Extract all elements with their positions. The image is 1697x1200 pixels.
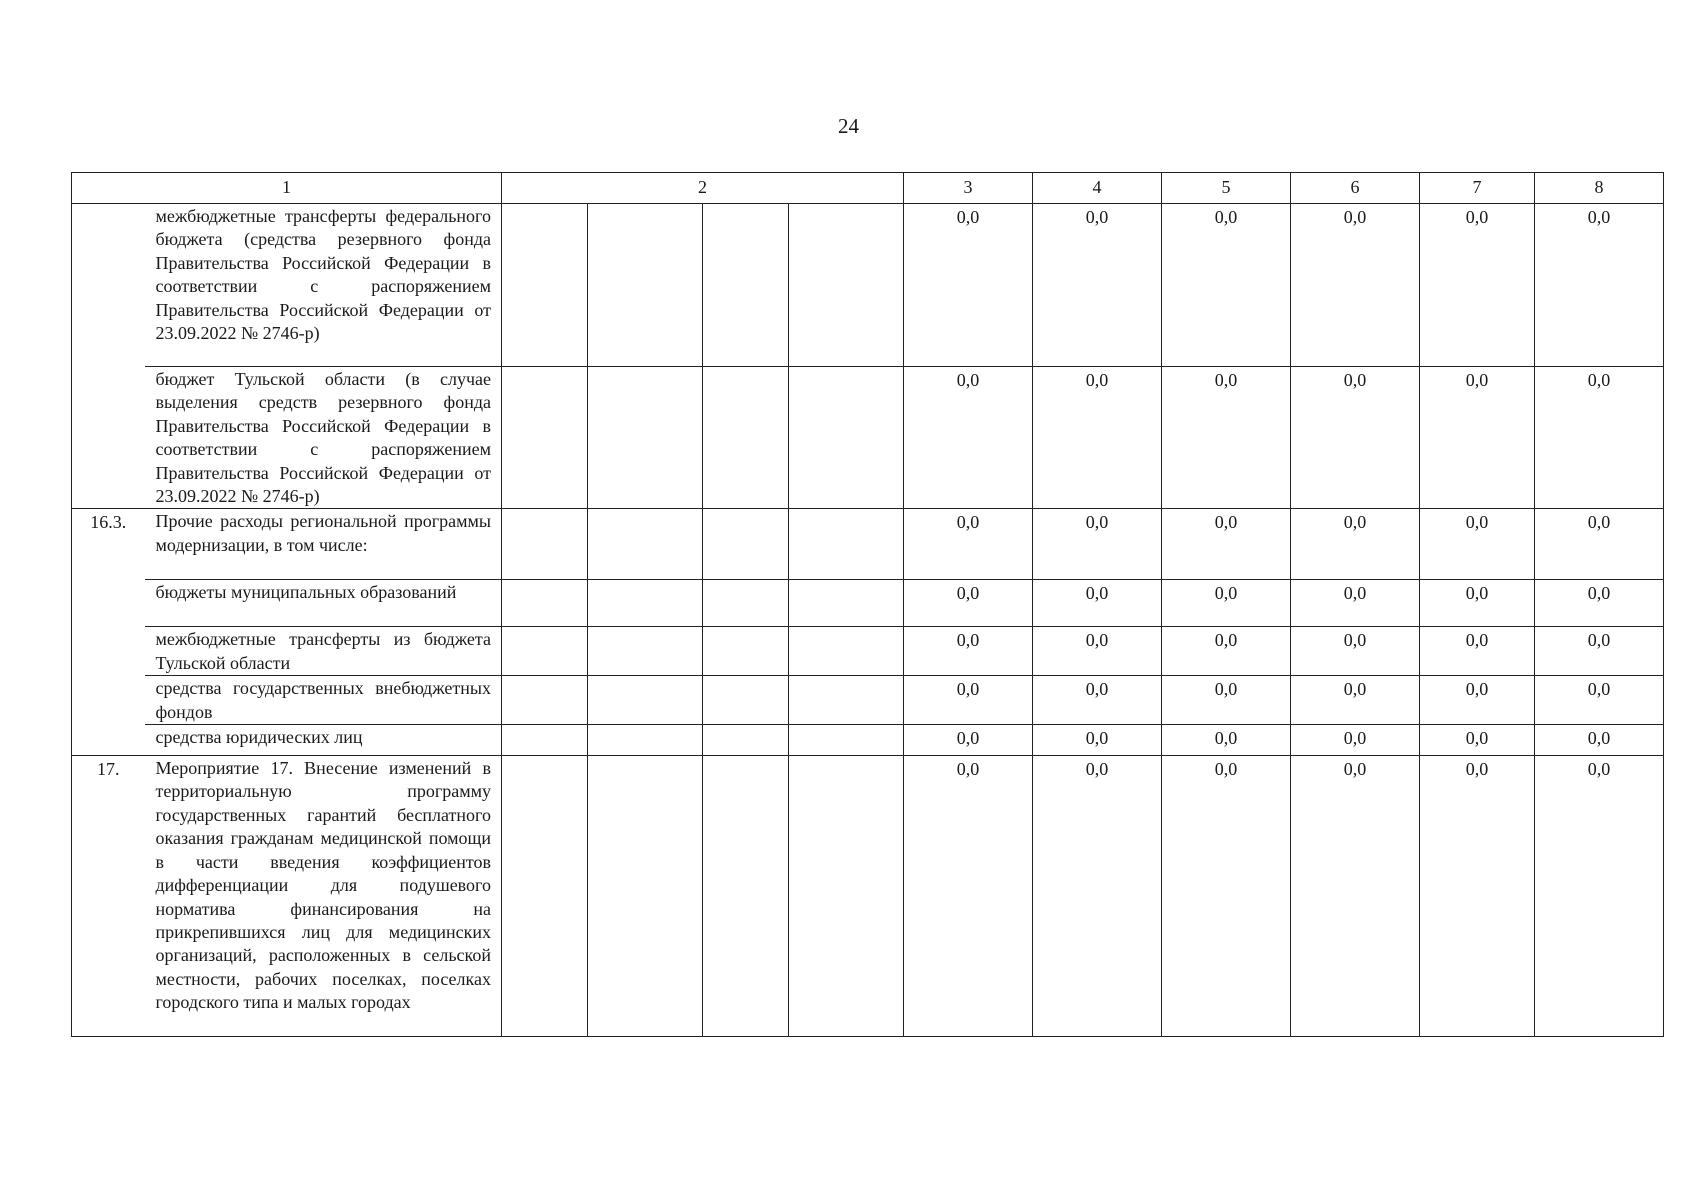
row-description: средства государственных внебюджетных фондов xyxy=(145,676,502,725)
row-description: Мероприятие 17. Внесение изменений в территориальную программу государственных гарантий бесплатного оказания гражданам медицинской помощи в части введения коэффициентов дифференциации для подушевого норматива финансирования на прикрепившихся лиц для медицинских организаций, расположенных в сельской местности, рабочих поселках, поселках городского типа и малых городах xyxy=(145,756,502,1037)
empty-cell xyxy=(588,509,703,580)
empty-cell xyxy=(502,204,588,367)
table-row xyxy=(72,367,1664,509)
value-cell: 0,0 xyxy=(1033,627,1162,676)
header-col-7: 7 xyxy=(1420,173,1535,204)
value-cell: 0,0 xyxy=(1535,367,1664,509)
value-cell: 0,0 xyxy=(1291,367,1420,509)
value-cell: 0,0 xyxy=(1420,627,1535,676)
empty-cell xyxy=(789,756,904,1037)
value-cell: 0,0 xyxy=(1420,676,1535,725)
value-cell: 0,0 xyxy=(1162,627,1291,676)
empty-cell xyxy=(502,367,588,509)
row-description: бюджет Тульской области (в случае выделения средств резервного фонда Правительства Российской Федерации в соответствии с распоряжением Правительства Российской Федерации от 23.09.2022 № 2746-р) xyxy=(145,367,502,509)
value-cell: 0,0 xyxy=(1535,676,1664,725)
value-cell: 0,0 xyxy=(1162,580,1291,627)
value-cell: 0,0 xyxy=(904,367,1033,509)
empty-cell xyxy=(588,725,703,756)
empty-cell xyxy=(502,725,588,756)
empty-cell xyxy=(703,509,789,580)
table-row xyxy=(72,204,1664,367)
empty-cell xyxy=(588,676,703,725)
value-cell: 0,0 xyxy=(1291,676,1420,725)
empty-cell xyxy=(588,627,703,676)
value-cell: 0,0 xyxy=(1535,580,1664,627)
value-cell: 0,0 xyxy=(1420,580,1535,627)
value-cell: 0,0 xyxy=(904,676,1033,725)
empty-cell xyxy=(502,509,588,580)
row-number xyxy=(72,725,145,756)
value-cell: 0,0 xyxy=(1420,725,1535,756)
value-cell: 0,0 xyxy=(1162,367,1291,509)
value-cell: 0,0 xyxy=(1033,725,1162,756)
empty-cell xyxy=(789,580,904,627)
empty-cell xyxy=(789,509,904,580)
value-cell: 0,0 xyxy=(1291,756,1420,1037)
empty-cell xyxy=(502,676,588,725)
empty-cell xyxy=(502,627,588,676)
empty-cell xyxy=(588,367,703,509)
header-col-8: 8 xyxy=(1535,173,1664,204)
row-description: Прочие расходы региональной программы модернизации, в том числе: xyxy=(145,509,502,580)
value-cell: 0,0 xyxy=(1291,725,1420,756)
value-cell: 0,0 xyxy=(1535,627,1664,676)
value-cell: 0,0 xyxy=(1291,509,1420,580)
value-cell: 0,0 xyxy=(904,509,1033,580)
empty-cell xyxy=(703,627,789,676)
value-cell: 0,0 xyxy=(1535,204,1664,367)
value-cell: 0,0 xyxy=(1162,509,1291,580)
value-cell: 0,0 xyxy=(1162,756,1291,1037)
row-description: межбюджетные трансферты из бюджета Тульской области xyxy=(145,627,502,676)
row-number xyxy=(72,204,145,367)
row-number xyxy=(72,676,145,725)
row-number: 17. xyxy=(72,756,145,1037)
empty-cell xyxy=(703,676,789,725)
table-row xyxy=(72,580,1664,627)
header-col-1: 1 xyxy=(72,173,502,204)
row-number xyxy=(72,627,145,676)
header-col-6: 6 xyxy=(1291,173,1420,204)
value-cell: 0,0 xyxy=(1420,756,1535,1037)
row-description: межбюджетные трансферты федерального бюджета (средства резервного фонда Правительства Российской Федерации в соответствии с распоряжением Правительства Российской Федерации от 23.09.2022 № 2746-р) xyxy=(145,204,502,367)
empty-cell xyxy=(703,756,789,1037)
value-cell: 0,0 xyxy=(1535,725,1664,756)
value-cell: 0,0 xyxy=(904,580,1033,627)
value-cell: 0,0 xyxy=(1420,204,1535,367)
empty-cell xyxy=(588,580,703,627)
value-cell: 0,0 xyxy=(1033,580,1162,627)
page-number: 24 xyxy=(838,114,859,138)
row-description: бюджеты муниципальных образований xyxy=(145,580,502,627)
value-cell: 0,0 xyxy=(904,204,1033,367)
value-cell: 0,0 xyxy=(1420,509,1535,580)
row-number: 16.3. xyxy=(72,509,145,580)
value-cell: 0,0 xyxy=(1033,676,1162,725)
value-cell: 0,0 xyxy=(1033,509,1162,580)
empty-cell xyxy=(703,580,789,627)
row-description: средства юридических лиц xyxy=(145,725,502,756)
header-col-4: 4 xyxy=(1033,173,1162,204)
empty-cell xyxy=(703,725,789,756)
header-col-2: 2 xyxy=(502,173,904,204)
value-cell: 0,0 xyxy=(1291,627,1420,676)
empty-cell xyxy=(502,580,588,627)
table-row xyxy=(72,676,1664,725)
value-cell: 0,0 xyxy=(1033,367,1162,509)
row-number xyxy=(72,367,145,509)
empty-cell xyxy=(789,367,904,509)
value-cell: 0,0 xyxy=(1420,367,1535,509)
header-col-5: 5 xyxy=(1162,173,1291,204)
value-cell: 0,0 xyxy=(904,627,1033,676)
value-cell: 0,0 xyxy=(1535,509,1664,580)
table-row xyxy=(72,756,1664,1037)
row-number xyxy=(72,580,145,627)
financing-table xyxy=(71,172,1664,1037)
value-cell: 0,0 xyxy=(1162,676,1291,725)
table-row xyxy=(72,725,1664,756)
value-cell: 0,0 xyxy=(1033,204,1162,367)
empty-cell xyxy=(502,756,588,1037)
empty-cell xyxy=(703,204,789,367)
empty-cell xyxy=(588,204,703,367)
empty-cell xyxy=(789,676,904,725)
value-cell: 0,0 xyxy=(1535,756,1664,1037)
header-col-3: 3 xyxy=(904,173,1033,204)
value-cell: 0,0 xyxy=(1291,204,1420,367)
empty-cell xyxy=(789,725,904,756)
empty-cell xyxy=(789,204,904,367)
value-cell: 0,0 xyxy=(1033,756,1162,1037)
header-row xyxy=(72,173,1664,204)
empty-cell xyxy=(789,627,904,676)
table-row xyxy=(72,627,1664,676)
value-cell: 0,0 xyxy=(904,725,1033,756)
value-cell: 0,0 xyxy=(904,756,1033,1037)
value-cell: 0,0 xyxy=(1162,725,1291,756)
value-cell: 0,0 xyxy=(1162,204,1291,367)
empty-cell xyxy=(703,367,789,509)
value-cell: 0,0 xyxy=(1291,580,1420,627)
table-row xyxy=(72,509,1664,580)
empty-cell xyxy=(588,756,703,1037)
